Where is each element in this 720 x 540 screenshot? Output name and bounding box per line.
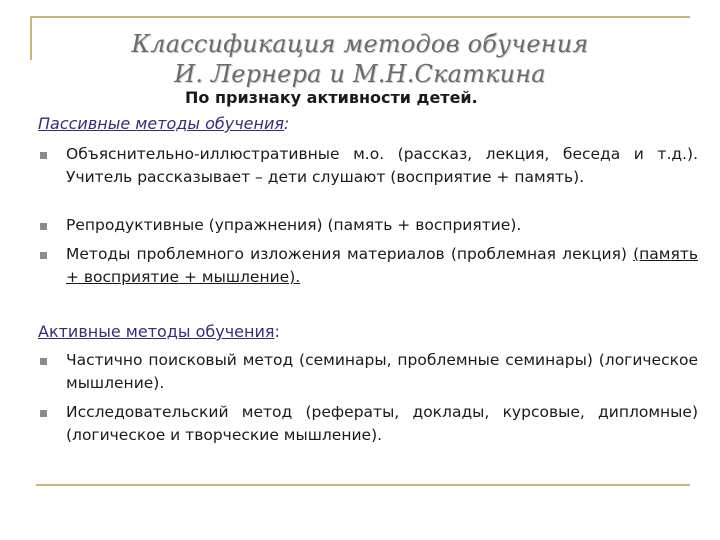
list-item-underlined-text: (память + восприятие + мышление). [66, 245, 698, 286]
bullet-icon [40, 358, 47, 365]
active-methods-heading [38, 322, 280, 341]
slide-title-line-1: Классификация методов обучения [131, 30, 589, 58]
list-item: Репродуктивные (упражнения) (память + восприятие). [66, 216, 522, 234]
list-item: Объяснительно-иллюстративные м.о. (рассказ, лекция, беседа и т.д.). Учитель рассказывает – дети слушают (восприятие + память). [66, 145, 698, 186]
bullet-icon [40, 252, 47, 259]
bullet-icon [40, 223, 47, 230]
active-methods-heading-colon: : [274, 322, 280, 341]
active-methods-heading-text: Активные методы обучения [38, 322, 275, 341]
passive-methods-heading-text: Пассивные методы обучения [38, 114, 284, 133]
list-item: Частично поисковый метод (семинары, проблемные семинары) (логическое мышление). [66, 351, 698, 392]
frame-bottom-line [36, 484, 690, 486]
list-item [66, 243, 698, 289]
passive-methods-heading-colon: : [284, 114, 290, 133]
frame-top-line [30, 16, 690, 18]
bullet-icon [40, 410, 47, 417]
slide-subtitle: По признаку активности детей. [185, 88, 478, 107]
bullet-icon [40, 152, 47, 159]
list-item-text: Методы проблемного изложения материалов (проблемная лекция) [66, 245, 634, 263]
passive-methods-heading [38, 114, 289, 133]
list-item: Исследовательский метод (рефераты, доклады, курсовые, дипломные) (логическое и творческие мышление). [66, 403, 698, 444]
frame-left-line [30, 16, 32, 60]
slide-title-line-2: И. Лернера и М.Н.Скаткина [174, 60, 546, 88]
